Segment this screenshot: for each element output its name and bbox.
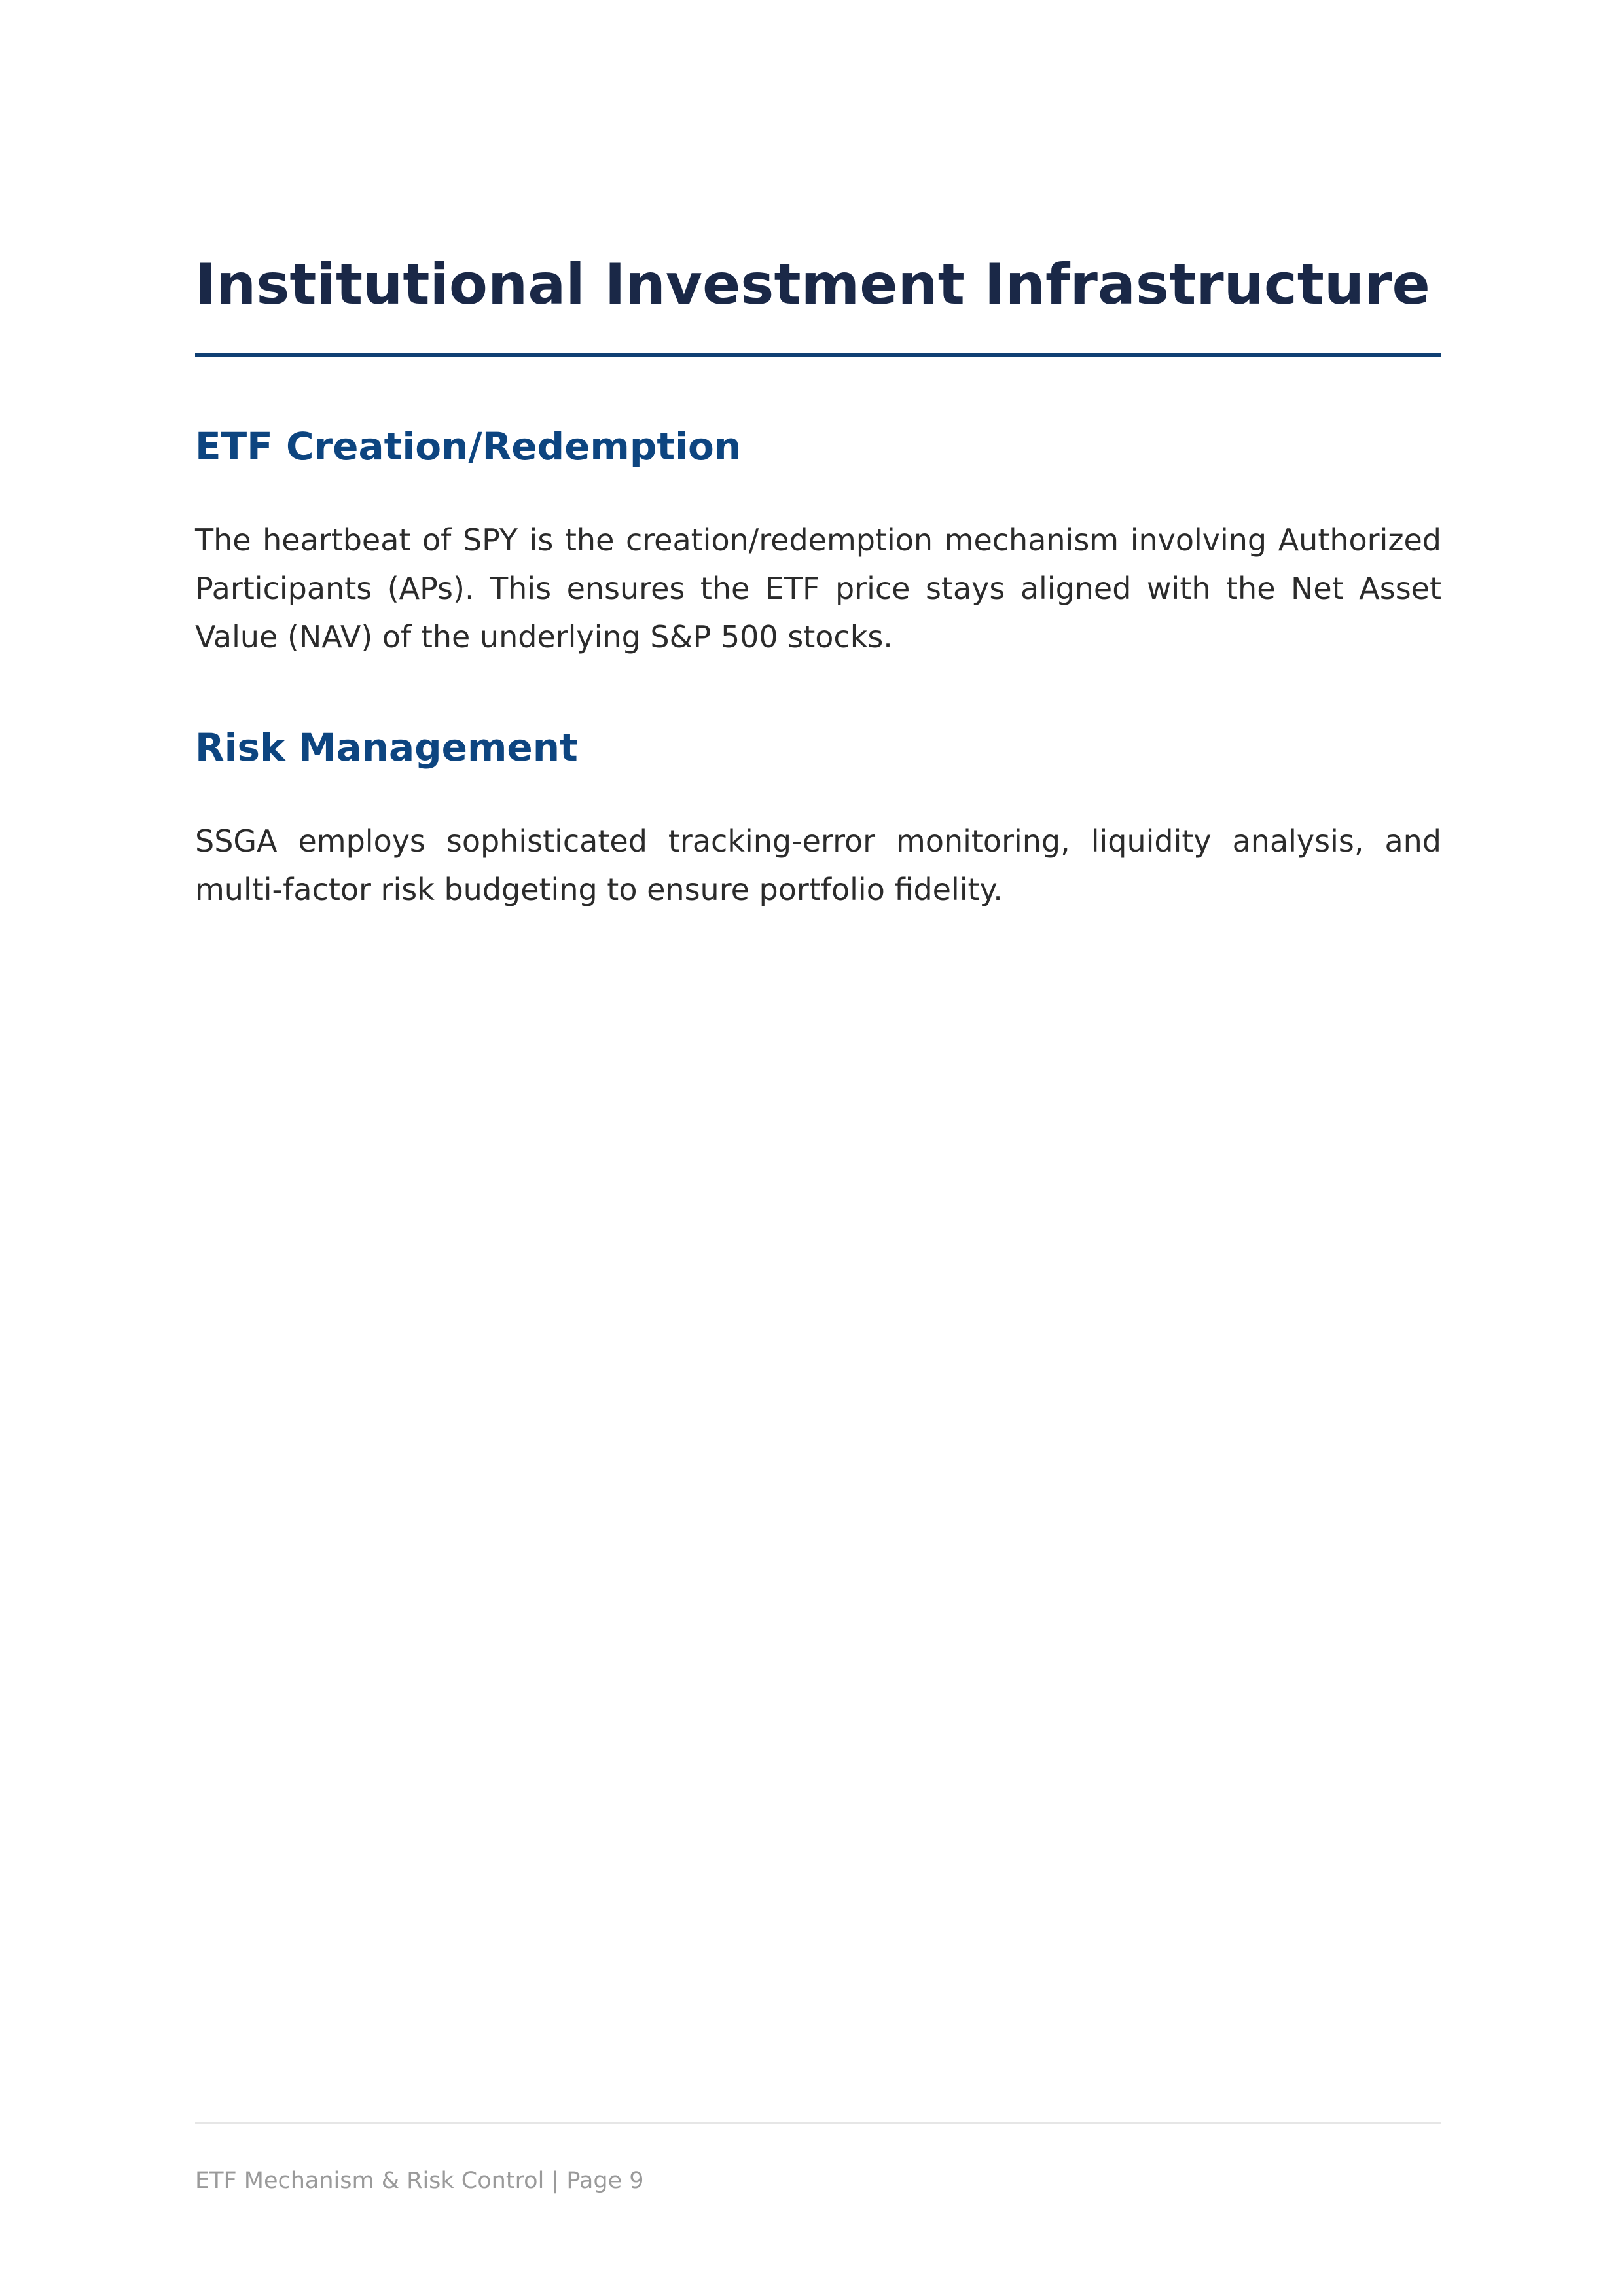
footer-divider: [195, 2122, 1441, 2124]
page-title: Institutional Investment Infrastructure: [195, 252, 1430, 317]
page-content: [195, 249, 1441, 914]
title-divider: [195, 353, 1441, 357]
page-footer: ETF Mechanism & Risk Control | Page 9: [195, 2168, 644, 2194]
section-paragraph-etf-creation-redemption: The heartbeat of SPY is the creation/redemption mechanism involving Authorized Participants (APs). This ensures the ETF price stays aligned with the Net Asset Value (NAV) of the underlying S&P 500 stocks.: [195, 522, 1441, 655]
section-heading-etf-creation-redemption: ETF Creation/Redemption: [195, 424, 742, 469]
section-heading-risk-management: Risk Management: [195, 725, 578, 770]
section-paragraph-risk-management: SSGA employs sophisticated tracking-error monitoring, liquidity analysis, and multi-factor risk budgeting to ensure portfolio fidelity.: [195, 823, 1441, 907]
